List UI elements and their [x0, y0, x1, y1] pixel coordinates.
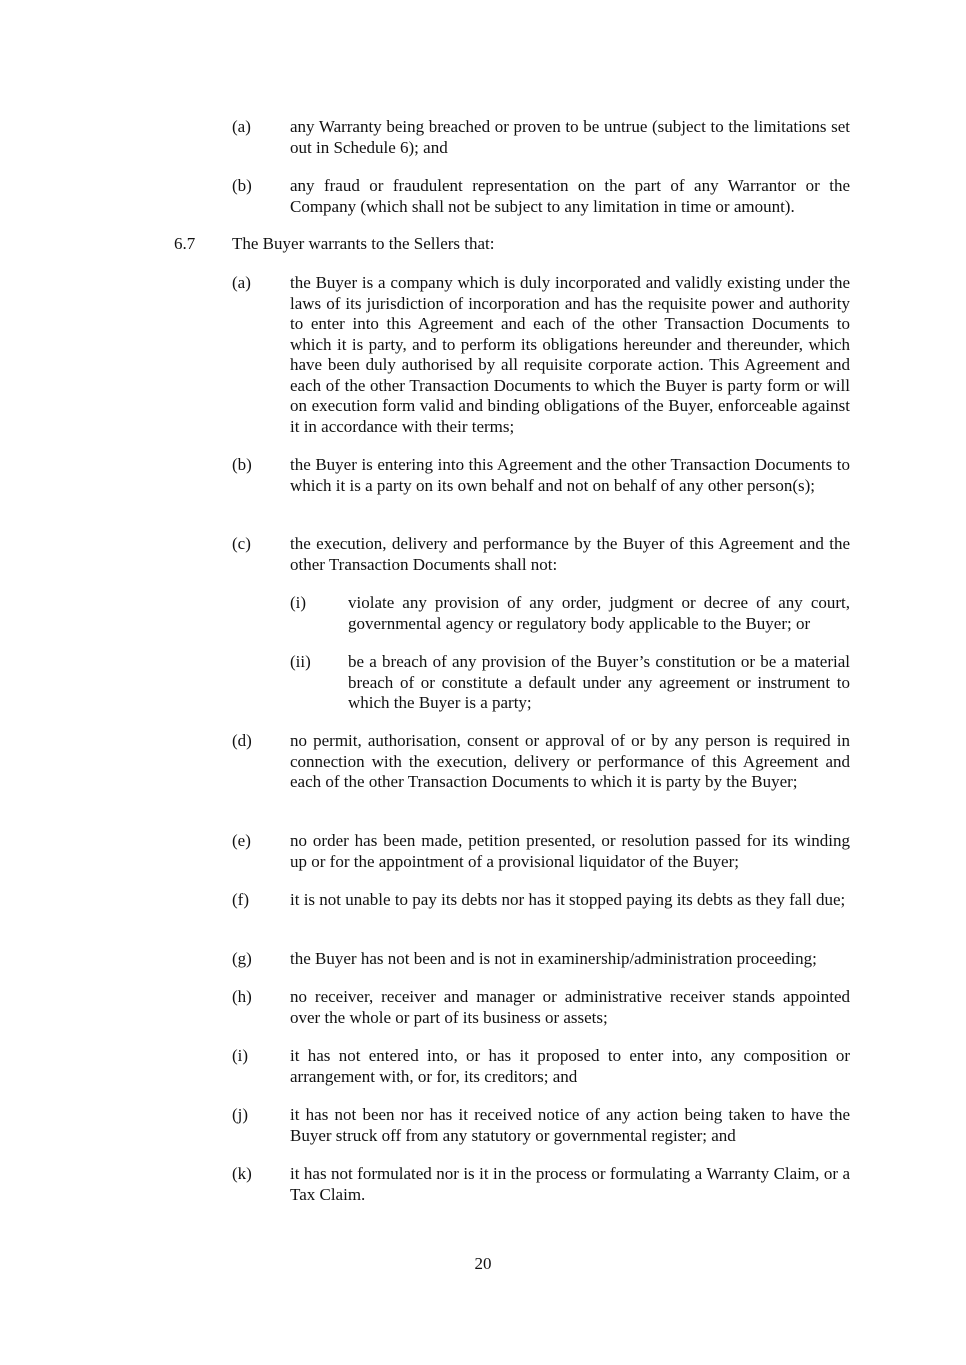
- item-label: (g): [232, 949, 252, 968]
- subitem-label: (i): [290, 593, 307, 612]
- subitem-label: (ii): [290, 652, 311, 671]
- item-label: (b): [232, 455, 252, 474]
- item-label: (h): [232, 987, 252, 1006]
- item-label: (b): [232, 176, 252, 195]
- item-label: (i): [232, 1046, 249, 1065]
- item-text: it is not unable to pay its debts nor has it stopped paying its debts as they fall due;: [290, 890, 846, 909]
- item-text: the Buyer is a company which is duly incorporated and validly existing under the laws of its jurisdiction of incorporation and has the requisite power and authority to enter into this Agreement and each of the other Transaction Documents to which it is party, and to perform its obligations hereunder and thereunder, which have been duly authorised by all requisite corporate action. This Agreement and each of the other Transaction Documents to which the Buyer is party form or will on execution form valid and binding obligations of the Buyer, enforceable against it in accordance with their terms;: [290, 273, 850, 436]
- item-text: it has not entered into, or has it proposed to enter into, any composition or arrangement with, or for, its creditors; and: [290, 1046, 850, 1086]
- item-label: (f): [232, 890, 249, 909]
- item-label: (a): [232, 117, 251, 136]
- item-text: any fraud or fraudulent representation on the part of any Warrantor or the Company (which shall not be subject to any limitation in time or amount).: [290, 176, 850, 216]
- item-label: (d): [232, 731, 252, 750]
- item-label: (e): [232, 831, 251, 850]
- clause-number: 6.7: [174, 234, 196, 253]
- subitem-text: violate any provision of any order, judgment or decree of any court, governmental agency or regulatory body applicable to the Buyer; or: [348, 593, 850, 633]
- item-text: the execution, delivery and performance by the Buyer of this Agreement and the other Transaction Documents shall not:: [290, 534, 850, 574]
- item-text: any Warranty being breached or proven to be untrue (subject to the limitations set out in Schedule 6); and: [290, 117, 850, 157]
- item-text: no receiver, receiver and manager or administrative receiver stands appointed over the whole or part of its business or assets;: [290, 987, 850, 1027]
- item-label: (j): [232, 1105, 249, 1124]
- item-label: (k): [232, 1164, 252, 1183]
- item-text: it has not formulated nor is it in the process or formulating a Warranty Claim, or a Tax Claim.: [290, 1164, 850, 1204]
- clause-text: The Buyer warrants to the Sellers that:: [232, 234, 495, 253]
- item-text: no permit, authorisation, consent or approval of or by any person is required in connection with the execution, delivery or performance of this Agreement and each of the other Transaction Documents to which it is party by the Buyer;: [290, 731, 850, 791]
- page-number: 20: [474, 1254, 492, 1273]
- item-label: (a): [232, 273, 251, 292]
- item-text: it has not been nor has it received notice of any action being taken to have the Buyer struck off from any statutory or governmental register; and: [290, 1105, 850, 1145]
- item-text: no order has been made, petition presented, or resolution passed for its winding up or for the appointment of a provisional liquidator of the Buyer;: [290, 831, 850, 871]
- item-text: the Buyer has not been and is not in examinership/administration proceeding;: [290, 949, 817, 968]
- item-label: (c): [232, 534, 251, 553]
- subitem-text: be a breach of any provision of the Buyer’s constitution or be a material breach of or constitute a default under any agreement or instrument to which the Buyer is a party;: [348, 652, 850, 712]
- item-text: the Buyer is entering into this Agreement and the other Transaction Documents to which it is a party on its own behalf and not on behalf of any other person(s);: [290, 455, 850, 495]
